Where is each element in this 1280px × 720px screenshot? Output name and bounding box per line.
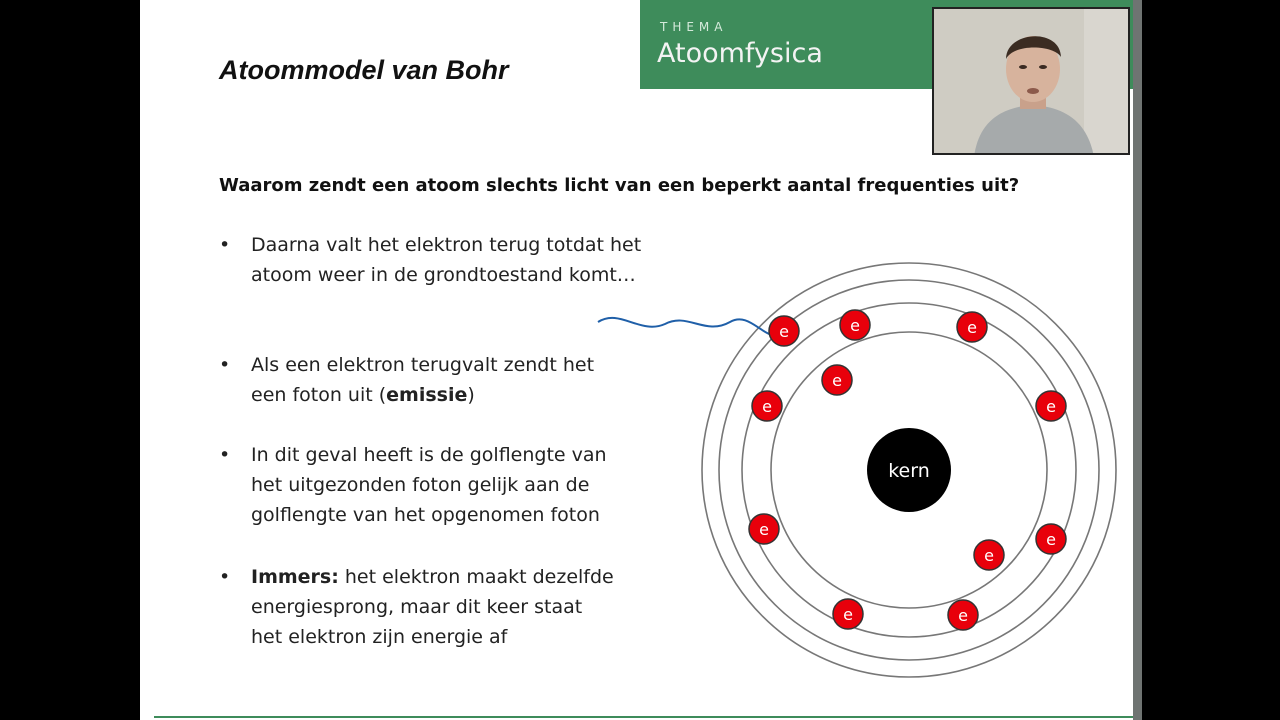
electron (769, 316, 799, 346)
bullet-marker: • (219, 444, 231, 466)
electron (1036, 524, 1066, 554)
bullet-1-line-2: atoom weer in de grondtoestand komt… (251, 264, 636, 286)
bullet-1-line-1: Daarna valt het elektron terug totdat het (251, 234, 642, 256)
electron-label: e (850, 316, 860, 335)
electron (749, 514, 779, 544)
electron (833, 599, 863, 629)
electron-label: e (762, 397, 772, 416)
immers-term: Immers: (251, 566, 339, 588)
bullet-4-line-1-rest: het elektron maakt dezelfde (338, 566, 614, 588)
bullet-marker: • (219, 234, 231, 256)
electron-label: e (779, 322, 789, 341)
theme-kicker: THEMA (660, 20, 728, 34)
electron (974, 540, 1004, 570)
electron-label: e (984, 546, 994, 565)
electron-label: e (759, 520, 769, 539)
bullet-2-line-1: Als een elektron terugvalt zendt het (251, 354, 595, 376)
bullet-2-line-2-post: ) (467, 384, 475, 406)
webcam-overlay (932, 7, 1130, 155)
bullet-marker: • (219, 354, 231, 376)
electron-label: e (967, 318, 977, 337)
right-edge-strip (1133, 0, 1142, 720)
bullet-2-line-2-pre: een foton uit ( (251, 384, 387, 406)
electron (840, 310, 870, 340)
bullet-3-line-2: het uitgezonden foton gelijk aan de (251, 474, 590, 496)
nucleus-label: kern (888, 460, 930, 482)
slide-title: Atoommodel van Bohr (219, 55, 509, 85)
electron (948, 600, 978, 630)
electron (752, 391, 782, 421)
electron (957, 312, 987, 342)
electron-label: e (1046, 397, 1056, 416)
electron-label: e (832, 371, 842, 390)
photon-wave (598, 318, 776, 336)
electron-label: e (1046, 530, 1056, 549)
electron (822, 365, 852, 395)
bullet-3-line-3: golflengte van het opgenomen foton (251, 504, 600, 526)
electron (1036, 391, 1066, 421)
electron-label: e (843, 605, 853, 624)
bullet-marker: • (219, 566, 231, 588)
bullet-4-line-2: energiesprong, maar dit keer staat (251, 596, 583, 618)
presenter-figure (934, 9, 1130, 155)
bullet-4-line-3: het elektron zijn energie af (251, 626, 508, 648)
theme-title: Atoomfysica (657, 38, 823, 69)
bullet-3-line-1: In dit geval heeft is de golflengte van (251, 444, 607, 466)
nucleus (867, 428, 951, 512)
footer-line (154, 716, 1133, 718)
emissie-term: emissie (386, 384, 468, 406)
electron-label: e (958, 606, 968, 625)
question: Waarom zendt een atoom slechts licht van een beperkt aantal frequenties uit? (219, 175, 1020, 196)
